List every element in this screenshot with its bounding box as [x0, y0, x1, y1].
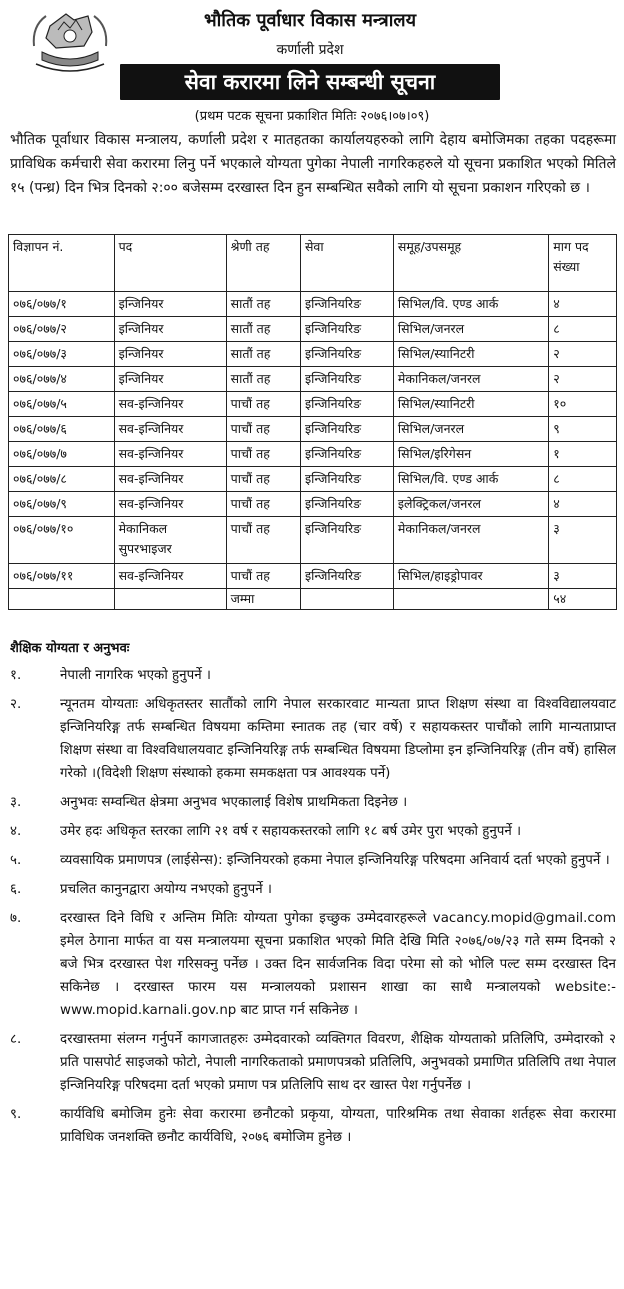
- cell-service: इन्जिनियरिङ: [300, 317, 393, 342]
- cell-ad-no: ०७६/०७७/८: [9, 467, 115, 492]
- table-row: [9, 417, 617, 442]
- item-number: २.: [10, 697, 22, 712]
- cell-service: इन्जिनियरिङ: [300, 442, 393, 467]
- notice-title-banner: सेवा करारमा लिने सम्बन्धी सूचना: [120, 64, 500, 100]
- table-row: [9, 517, 617, 564]
- list-item: [10, 693, 616, 785]
- list-item: [10, 1103, 616, 1149]
- item-text: व्यवसायिक प्रमाणपत्र (लाईसेन्स): इन्जिनियरको हकमा नेपाल इन्जिनियरिङ्ग परिषदमा अनिवार्य दर्ता भएको हुनुपर्ने ।: [60, 853, 610, 868]
- cell-post: सव-इन्जिनियर: [114, 564, 226, 589]
- cell-post: इन्जिनियर: [114, 342, 226, 367]
- cell-ad-no: ०७६/०७७/७: [9, 442, 115, 467]
- cell-ad-no: ०७६/०७७/१: [9, 292, 115, 317]
- cell-group: सिभिल/इरिगेसन: [393, 442, 548, 467]
- cell-count: १: [549, 442, 617, 467]
- cell-level: पाचौं तह: [226, 517, 300, 564]
- cell-service: इन्जिनियरिङ: [300, 292, 393, 317]
- total-label: जम्मा: [226, 589, 300, 610]
- total-value: ५४: [549, 589, 617, 610]
- cell-service: इन्जिनियरिङ: [300, 342, 393, 367]
- cell-service: इन्जिनियरिङ: [300, 517, 393, 564]
- cell-empty: [300, 589, 393, 610]
- cell-service: इन्जिनियरिङ: [300, 392, 393, 417]
- header-count: माग पद संख्या: [549, 235, 617, 292]
- cell-group: इलेक्ट्रिकल/जनरल: [393, 492, 548, 517]
- item-number: ३.: [10, 795, 22, 810]
- qualifications-heading: शैक्षिक योग्यता र अनुभवः: [10, 641, 130, 656]
- cell-level: पाचौं तह: [226, 392, 300, 417]
- cell-group: सिभिल/जनरल: [393, 317, 548, 342]
- item-number: ५.: [10, 853, 22, 868]
- cell-service: इन्जिनियरिङ: [300, 467, 393, 492]
- item-text: उमेर हदः अधिकृत स्तरका लागि २१ वर्ष र सहायकस्तरको लागि १८ बर्ष उमेर पुरा भएको हुनुपर्ने ।: [60, 824, 522, 839]
- cell-post: सव-इन्जिनियर: [114, 492, 226, 517]
- cell-post: इन्जिनियर: [114, 367, 226, 392]
- header-service: सेवा: [300, 235, 393, 292]
- item-text: अनुभवः सम्वन्धित क्षेत्रमा अनुभव भएकालाई विशेष प्राथमिकता दिइनेछ ।: [60, 795, 408, 810]
- cell-group: मेकानिकल/जनरल: [393, 517, 548, 564]
- cell-level: सातौं तह: [226, 367, 300, 392]
- table-row: [9, 442, 617, 467]
- cell-level: पाचौं तह: [226, 492, 300, 517]
- item-number: १.: [10, 668, 22, 683]
- item-number: ७.: [10, 911, 22, 926]
- item-text: कार्यविधि बमोजिम हुनेः सेवा करारमा छनौटको प्रकृया, योग्यता, पारिश्रमिक तथा सेवाका शर्तहरू सेवा करारमा प्राविधिक जनशक्ति छनौट कार्यविधि, २०७६ बमोजिम हुनेछ ।: [60, 1107, 616, 1145]
- cell-group: सिभिल/वि. एण्ड आर्क: [393, 467, 548, 492]
- cell-level: सातौं तह: [226, 292, 300, 317]
- cell-post: मेकानिकल सुपरभाइजर: [114, 517, 226, 564]
- cell-ad-no: ०७६/०७७/५: [9, 392, 115, 417]
- header-post: पद: [114, 235, 226, 292]
- cell-post: सव-इन्जिनियर: [114, 442, 226, 467]
- cell-count: ९: [549, 417, 617, 442]
- ministry-name: भौतिक पूर्वाधार विकास मन्त्रालय: [203, 10, 417, 31]
- table-row: [9, 392, 617, 417]
- cell-count: १०: [549, 392, 617, 417]
- list-item: [10, 664, 616, 687]
- qualifications-list: [10, 664, 616, 1155]
- table-header-row: [9, 235, 617, 292]
- cell-group: सिभिल/हाइड्रोपावर: [393, 564, 548, 589]
- cell-post: इन्जिनियर: [114, 317, 226, 342]
- cell-level: पाचौं तह: [226, 467, 300, 492]
- cell-group: सिभिल/स्यानिटरी: [393, 342, 548, 367]
- cell-empty: [393, 589, 548, 610]
- cell-service: इन्जिनियरिङ: [300, 367, 393, 392]
- item-text: नेपाली नागरिक भएको हुनुपर्ने ।: [60, 668, 211, 683]
- item-text: न्यूनतम योग्यताः अधिकृतस्तर सातौंको लागि नेपाल सरकारवाट मान्यता प्राप्त शिक्षण संस्था वा विश्वविद्यालयवाट इन्जिनियरिङ्ग तर्फ सम्बन्धित विषयमा कम्तिमा स्नातक तह (चार वर्षे) र सहायकस्तर पाचौंको लागि मान्यताप्राप्त शिक्षण संस्था वा विश्वविधालयवाट इन्जिनियरिङ्ग तर्फ सम्बन्धित विषयमा डिप्लोमा इन इन्जिनियरिङ्ग (तीन वर्षे) हासिल गरेको ।(विदेशी शिक्षण संस्थाको हकमा समकक्षता पत्र आवश्यक पर्ने): [60, 697, 616, 781]
- item-text: प्रचलित कानुनद्वारा अयोग्य नभएको हुनुपर्ने ।: [60, 882, 272, 897]
- header-group: समूह/उपसमूह: [393, 235, 548, 292]
- item-text: दरखास्त दिने विधि र अन्तिम मितिः योग्यता पुगेका इच्छुक उम्मेदवारहरूले vacancy.mopid@gmail.com इमेल ठेगाना मार्फत वा यस मन्त्रालयमा सूचना प्रकाशित भएको मिति देखि मिति २०७६/०७/२३ गते सम्म दिनको २ बजे भित्र दरखास्त पेश गरिसक्नु पर्नेछ । उक्त दिन सार्वजनिक विदा परेमा सो को भोलि पल्ट सम्म दरखास्त दिन सकिनेछ । दरखास्त फारम यस मन्त्रालयको प्रशासन शाखा का साथै मन्त्रालयको website:- www.mopid.karnali.gov.np बाट प्राप्त गर्न सकिनेछ ।: [60, 911, 616, 1018]
- cell-empty: [9, 589, 115, 610]
- cell-ad-no: ०७६/०७७/६: [9, 417, 115, 442]
- cell-count: ४: [549, 292, 617, 317]
- vacancy-table: [8, 234, 617, 610]
- cell-count: ८: [549, 467, 617, 492]
- item-text: दरखास्तमा संलग्न गर्नुपर्ने कागजातहरुः उम्मेदवारको व्यक्तिगत विवरण, शैक्षिक योग्यताको प्रतिलिपि, उम्मेदारको २ प्रति पासपोर्ट साइजको फोटो, नेपाली नागरिकताको प्रमाणपत्रको प्रतिलिपि, अनुभवको प्रमाणित प्रतिलिपि तथा नेपाल इन्जिनियरिङ्ग परिषदमा दर्ता भएको प्रमाण पत्र प्रतिलिपि साथ दर खास्त पेश गर्नुपर्नेछ ।: [60, 1032, 616, 1093]
- cell-group: सिभिल/वि. एण्ड आर्क: [393, 292, 548, 317]
- table-row: [9, 317, 617, 342]
- list-item: [10, 1028, 616, 1097]
- cell-post: इन्जिनियर: [114, 292, 226, 317]
- cell-count: २: [549, 342, 617, 367]
- item-number: ४.: [10, 824, 22, 839]
- header-level: श्रेणी तह: [226, 235, 300, 292]
- list-item: [10, 907, 616, 1022]
- cell-ad-no: ०७६/०७७/४: [9, 367, 115, 392]
- table-row: [9, 367, 617, 392]
- list-item: [10, 791, 616, 814]
- cell-count: २: [549, 367, 617, 392]
- item-number: ६.: [10, 882, 22, 897]
- table-row: [9, 467, 617, 492]
- intro-paragraph: भौतिक पूर्वाधार विकास मन्त्रालय, कर्णाली प्रदेश र मातहतका कार्यालयहरुको लागि देहाय बमोजिमका तहका पदहरूमा प्राविधिक कर्मचारी सेवा करारमा लिनु पर्ने भएकाले योग्यता पुगेका नेपाली नागरिकहरुले यो सूचना प्रकाशित भएको मितिले १५ (पन्ध्र) दिन भित्र दिनको २:०० बजेसम्म दरखास्त दिन हुन सम्बन्धित सवैको लागि यो सूचना प्रकाशन गरिएको छ ।: [10, 132, 616, 196]
- nepal-emblem-icon: [28, 6, 112, 78]
- cell-ad-no: ०७६/०७७/२: [9, 317, 115, 342]
- list-item: [10, 820, 616, 843]
- cell-count: ४: [549, 492, 617, 517]
- cell-level: सातौं तह: [226, 317, 300, 342]
- cell-ad-no: ०७६/०७७/११: [9, 564, 115, 589]
- cell-post: सव-इन्जिनियर: [114, 417, 226, 442]
- cell-empty: [114, 589, 226, 610]
- table-row: [9, 564, 617, 589]
- cell-level: पाचौं तह: [226, 442, 300, 467]
- item-number: ८.: [10, 1032, 22, 1047]
- cell-service: इन्जिनियरिङ: [300, 564, 393, 589]
- cell-level: सातौं तह: [226, 342, 300, 367]
- cell-ad-no: ०७६/०७७/३: [9, 342, 115, 367]
- cell-count: ८: [549, 317, 617, 342]
- cell-post: सव-इन्जिनियर: [114, 392, 226, 417]
- table-total-row: [9, 589, 617, 610]
- table-row: [9, 342, 617, 367]
- first-publication-date: (प्रथम पटक सूचना प्रकाशित मितिः २०७६।०७।०९): [194, 109, 430, 124]
- cell-count: ३: [549, 564, 617, 589]
- cell-count: ३: [549, 517, 617, 564]
- cell-service: इन्जिनियरिङ: [300, 492, 393, 517]
- item-number: ९.: [10, 1107, 22, 1122]
- cell-group: सिभिल/जनरल: [393, 417, 548, 442]
- province-name: कर्णाली प्रदेश: [276, 42, 344, 58]
- cell-level: पाचौं तह: [226, 417, 300, 442]
- cell-service: इन्जिनियरिङ: [300, 417, 393, 442]
- table-row: [9, 292, 617, 317]
- cell-ad-no: ०७६/०७७/९: [9, 492, 115, 517]
- cell-group: सिभिल/स्यानिटरी: [393, 392, 548, 417]
- list-item: [10, 849, 616, 872]
- cell-level: पाचौं तह: [226, 564, 300, 589]
- header-ad-no: विज्ञापन नं.: [9, 235, 115, 292]
- cell-ad-no: ०७६/०७७/१०: [9, 517, 115, 564]
- cell-post: सव-इन्जिनियर: [114, 467, 226, 492]
- list-item: [10, 878, 616, 901]
- table-row: [9, 492, 617, 517]
- cell-group: मेकानिकल/जनरल: [393, 367, 548, 392]
